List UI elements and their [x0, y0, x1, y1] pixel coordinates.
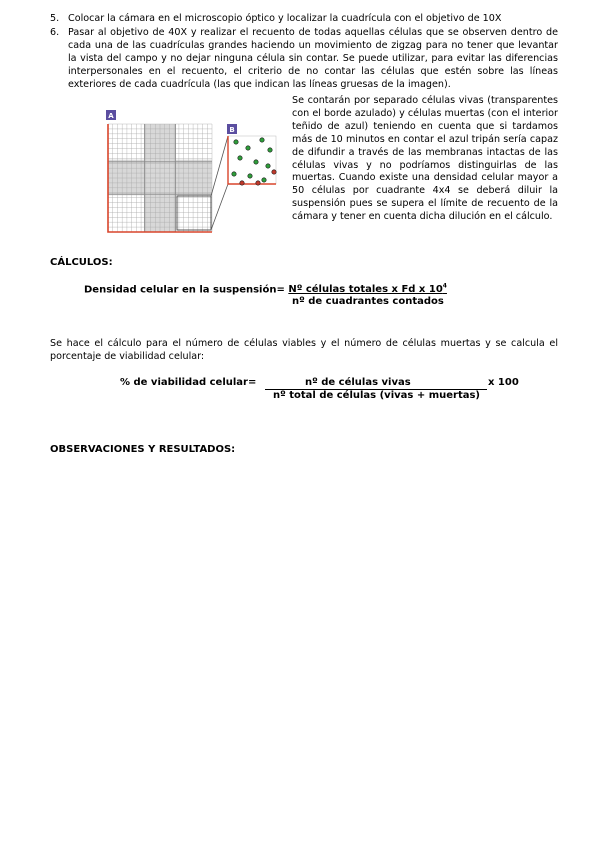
selected-quadrant	[177, 196, 211, 230]
hemocytometer-grid	[108, 124, 212, 232]
counting-instructions: Se contarán por separado células vivas (transparentes con el borde azulado) y células muertas (con el interior teñido de azul) teniendo en cuenta que si tardamos más de 10 minutos en contar el azul tripán sería capaz de difundir a través de las membranas intactas de las células vivas y no podríamos distinguirlas de las muertas. Cuando existe una densidad celular mayor a 50 células por cuadrante 4x4 se deberá diluir la suspensión pues se supera el límite de recuento de la cámara y tener en cuenta dicha dilución en el cálculo.	[292, 95, 558, 223]
step-number: 6.	[50, 26, 60, 38]
live-cell	[266, 164, 270, 168]
density-numerator-exponent: 4	[442, 283, 447, 290]
live-cell	[262, 178, 266, 182]
live-cell	[260, 138, 264, 142]
dead-cell	[272, 170, 276, 174]
procedure-step	[50, 26, 558, 92]
viability-denominator: nº total de células (vivas + muertas)	[273, 390, 480, 401]
step-number: 5.	[50, 13, 60, 24]
live-cell	[232, 172, 236, 176]
zoom-connector	[211, 136, 228, 196]
observaciones-heading: OBSERVACIONES Y RESULTADOS:	[50, 444, 236, 455]
density-label: Densidad celular en la suspensión=	[84, 284, 285, 296]
step-text: Colocar la cámara en el microscopio óptico y localizar la cuadrícula con el objetivo de 10X	[68, 13, 502, 24]
density-denominator: nº de cuadrantes contados	[292, 296, 444, 307]
live-cell	[234, 140, 238, 144]
viability-numerator-line	[265, 377, 487, 390]
dead-cell	[256, 181, 260, 185]
density-formula	[84, 283, 447, 295]
viability-numerator: nº de células vivas	[305, 377, 411, 388]
density-numerator	[288, 284, 447, 295]
step-text: Pasar al objetivo de 40X y realizar el recuento de todas aquellas células que se observen dentro de cada una de las cuadrículas grandes haciendo un movimiento de zigzag para no tener que levantar la vista del campo y no dejar ninguna célula sin contar. Se puede utilizar, para evitar las diferencias interpersonales en el recuento, el criterio de no contar las células que estén sobre las líneas exteriores de cada cuadrícula (las que indican las líneas gruesas de la imagen).	[68, 26, 558, 90]
live-cell	[248, 174, 252, 178]
live-cell	[238, 156, 242, 160]
live-cell	[246, 146, 250, 150]
badge-a-label: A	[108, 112, 114, 120]
live-cell	[254, 160, 258, 164]
viability-label: % de viabilidad celular=	[120, 377, 257, 388]
viability-intro: Se hace el cálculo para el número de células viables y el número de células muertas y se calcula el porcentaje de viabilidad celular:	[50, 338, 558, 362]
viability-multiplier: x 100	[488, 377, 519, 388]
counting-chamber-figure	[104, 108, 280, 234]
live-cell	[268, 148, 272, 152]
procedure-step	[50, 13, 558, 26]
dead-cell	[240, 181, 244, 185]
density-numerator-base: Nº células totales x Fd x 10	[288, 284, 443, 296]
zoom-connector	[211, 184, 228, 230]
zoomed-quadrant	[211, 136, 276, 230]
procedure-steps	[50, 13, 558, 91]
calculos-heading: CÁLCULOS:	[50, 257, 113, 268]
badge-b-label: B	[229, 126, 235, 134]
